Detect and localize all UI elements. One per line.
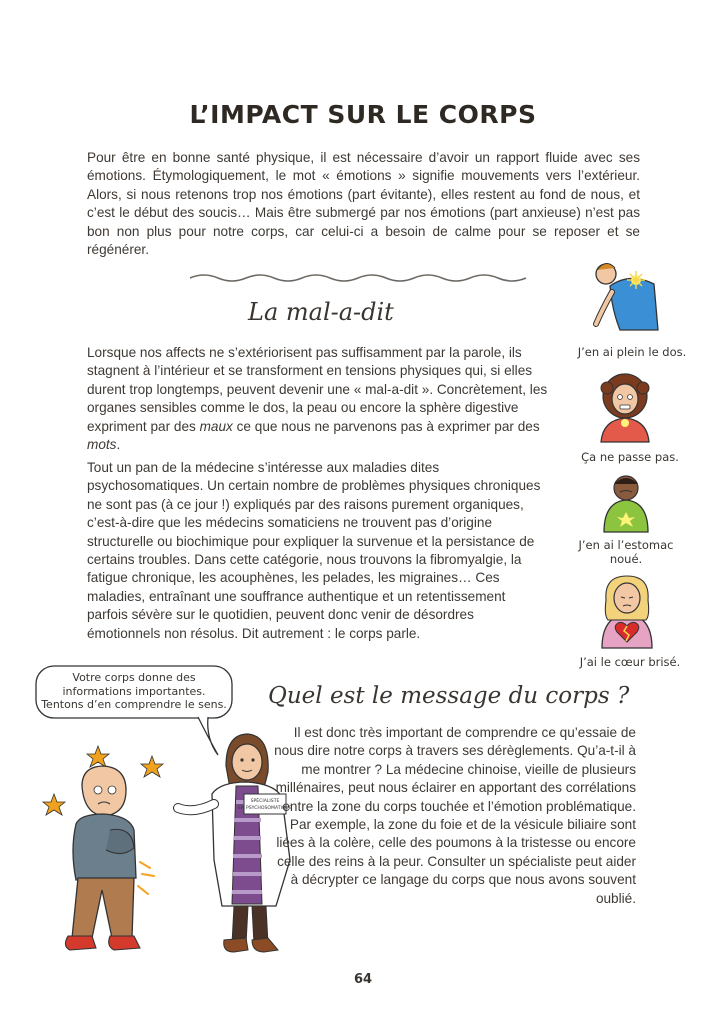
page-title: L’IMPACT SUR LE CORPS xyxy=(189,100,537,129)
caption-stomach: J’en ai l’estomac noué. xyxy=(578,538,674,566)
badge-line-1: SPÉCIALISTE xyxy=(250,799,280,804)
paragraph-mal-a-dit: Lorsque nos affects ne s’extériorisent pas suffisamment par la parole, ils stagnent à l’intérieur et se transforment en tensions physiques qui, si elles durent trop longtemps, peuvent devenir une « mal-a-dit ». Concrètement, les organes sensibles comme le dos, la peau ou encore la sphère digestive expriment par des maux ce que nous ne parvenons pas à exprimer par des mots. xyxy=(87,345,548,453)
section-heading-message: Quel est le message du corps ? xyxy=(268,683,630,709)
page-number: 64 xyxy=(353,972,373,987)
bubble-line-2: informations importantes. xyxy=(62,684,206,698)
bubble-line-1: Votre corps donne des xyxy=(72,671,196,684)
caption-throat: Ça ne passe pas. xyxy=(581,450,679,464)
badge-line-2: EN PSYCHOSOMATIQUE xyxy=(238,806,292,811)
speech-bubble-text xyxy=(34,671,234,712)
illustration-back-pain xyxy=(590,258,662,340)
illustration-man-in-pain xyxy=(40,738,170,960)
bubble-line-3: Tentons d’en comprendre le sens. xyxy=(41,698,227,711)
illustration-broken-heart xyxy=(596,570,658,650)
caption-broken-heart: J’ai le cœur brisé. xyxy=(579,655,681,669)
illustration-throat xyxy=(593,368,657,444)
paragraph-psychosomatique: Tout un pan de la médecine s’intéresse aux maladies dites psychosomatiques. Un certain nombre de problèmes physiques chroniques ne sont pas (à ce jour !) expliqués par des raisons purement organiques, c’est-à-dire que les médecins somaticiens ne trouvent pas d’origine structurelle ou biochimique pour expliquer la survenue et la persistance de certains troubles. Dans cette catégorie, nous trouvons la fibromyalgie, la fatigue chronique, les acouphènes, les pelades, les migraines… Ces maladies, entraînant une souffrance authentique et un retentissement parfois sévère sur le quotidien, peuvent donc venir de désordres émotionnels non résolus. Dit autrement : le corps parle. xyxy=(87,460,541,641)
section-heading-mal-a-dit: La mal-a-dit xyxy=(248,298,394,326)
illustration-stomach xyxy=(596,472,656,534)
intro-paragraph: Pour être en bonne santé physique, il est nécessaire d’avoir un rapport fluide avec ses émotions. Étymologiquement, le mot « émotions » signifie mouvements vers l’extérieur. Alors, si nous retenons trop nos émotions (part évitante), elles restent au fond de nous, et c’est le début des soucis… Mais être submergé par nos émotions (part anxieuse) n’est pas bon non plus pour notre corps, car celui-ci a besoin de calme pour se reposer et se régénérer. xyxy=(87,150,640,258)
wave-divider xyxy=(190,268,535,288)
caption-back-pain: J’en ai plein le dos. xyxy=(577,345,687,359)
paragraph-message-du-corps: Il est donc très important de comprendre ce qu’essaie de nous dire notre corps à travers ses dérèglements. Qu’a-t-il à me montrer ? La médecine chinoise, vieille de plusieurs millénaires, peut nous éclairer en apportant des corrélations entre la zone du corps touchée et l’émotion problématique. Par exemple, la zone du foie et de la vésicule biliaire sont liées à la colère, celle des poumons à la tristesse ou encore celle des reins à la peur. Consulter un spécialiste peut aider à décrypter ce langage du corps que nous avons souvent oublié. xyxy=(274,725,636,906)
